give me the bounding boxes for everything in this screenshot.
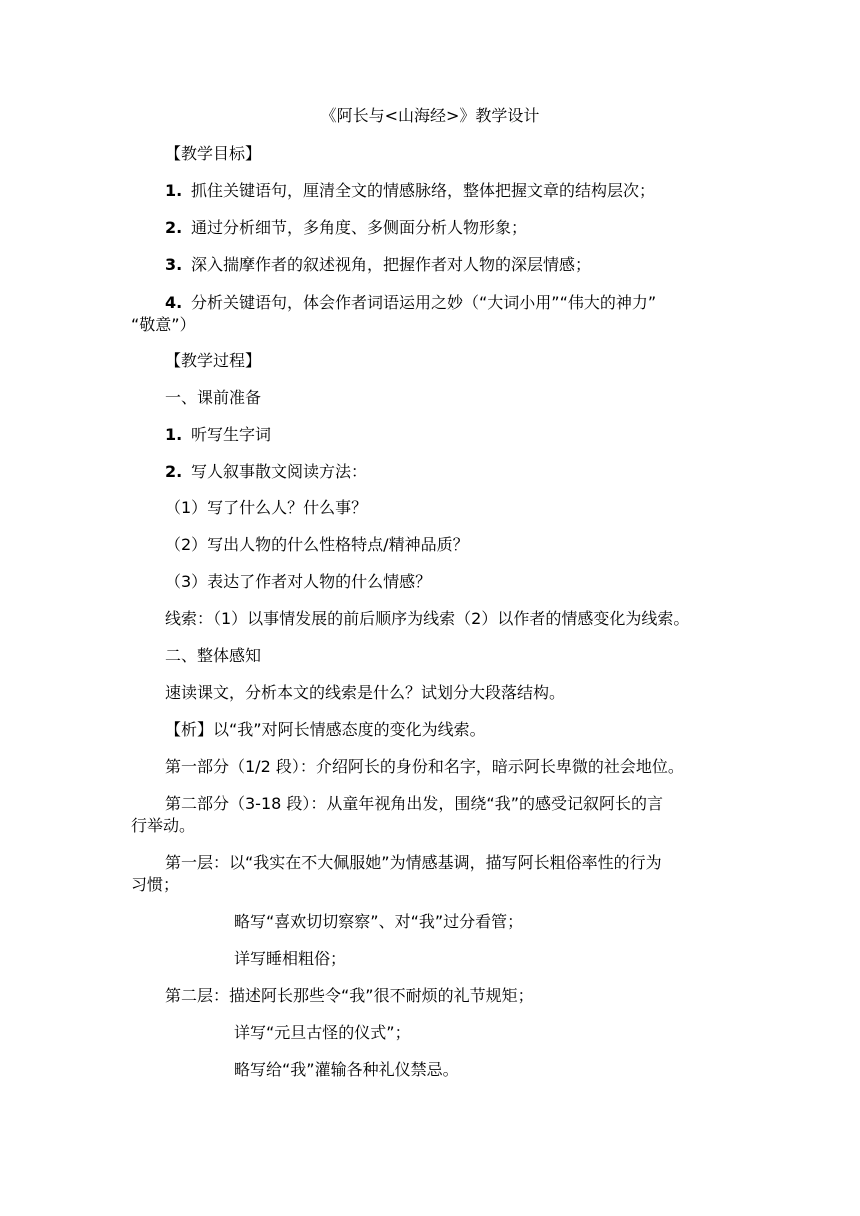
prep-text: 写人叙事散文阅读方法：	[191, 462, 368, 481]
goal-item-3	[165, 254, 591, 275]
prep-item-2	[165, 461, 367, 482]
goal-item-2	[165, 217, 527, 238]
goal-number: 3.	[165, 255, 183, 274]
layer-one-line-2: 习惯；	[131, 875, 180, 894]
document-title: 《阿长与<山海经>》教学设计	[320, 106, 540, 125]
reading-question-1: （1）写了什么人？什么事？	[165, 498, 368, 517]
prep-item-1	[165, 424, 271, 445]
layer-one-sub-2: 详写睡相粗俗；	[234, 949, 347, 968]
goal-text: 深入揣摩作者的叙述视角，把握作者对人物的深层情感；	[191, 255, 592, 274]
layer-two: 第二层：描述阿长那些令“我”很不耐烦的礼节规矩；	[165, 986, 534, 1005]
layer-two-sub-2: 略写给“我”灌输各种礼仪禁忌。	[234, 1060, 459, 1079]
goals-heading: 【教学目标】	[165, 144, 262, 163]
goal-text: 通过分析细节，多角度、多侧面分析人物形象；	[191, 218, 528, 237]
goal-item-4	[165, 292, 656, 313]
goal-item-4-continuation: “敬意”）	[131, 315, 196, 334]
part-two-line-2: 行举动。	[131, 816, 196, 835]
overview-task: 速读课文，分析本文的线索是什么？试划分大段落结构。	[165, 683, 566, 702]
goal-text: 抓住关键语句，厘清全文的情感脉络，整体把握文章的结构层次；	[191, 181, 656, 200]
prep-number: 1.	[165, 425, 183, 444]
prep-number: 2.	[165, 462, 183, 481]
goal-number: 2.	[165, 218, 183, 237]
section-heading-prep: 一、课前准备	[165, 388, 262, 407]
clue-paragraph: 线索：（1）以事情发展的前后顺序为线索（2）以作者的情感变化为线索。	[165, 609, 690, 628]
part-one: 第一部分（1/2 段）：介绍阿长的身份和名字，暗示阿长卑微的社会地位。	[165, 757, 684, 776]
layer-one-line-1: 第一层：以“我实在不大佩服她”为情感基调，描写阿长粗俗率性的行为	[165, 853, 662, 872]
goal-item-1	[165, 180, 655, 201]
analysis-paragraph: 【析】以“我”对阿长情感态度的变化为线索。	[165, 720, 486, 739]
goal-number: 4.	[165, 293, 183, 312]
process-heading: 【教学过程】	[165, 351, 262, 370]
section-heading-overview: 二、整体感知	[165, 646, 262, 665]
part-two-line-1: 第二部分（3-18 段）：从童年视角出发，围绕“我”的感受记叙阿长的言	[165, 794, 663, 813]
goal-text: 分析关键语句，体会作者词语运用之妙（“大词小用”“伟大的神力”	[191, 293, 657, 312]
reading-question-2: （2）写出人物的什么性格特点/精神品质？	[165, 535, 469, 554]
reading-question-3: （3）表达了作者对人物的什么情感？	[165, 572, 432, 591]
layer-one-sub-1: 略写“喜欢切切察察”、对“我”过分看管；	[234, 912, 524, 931]
prep-text: 听写生字词	[191, 425, 272, 444]
goal-number: 1.	[165, 181, 183, 200]
layer-two-sub-1: 详写“元旦古怪的仪式”；	[234, 1023, 411, 1042]
